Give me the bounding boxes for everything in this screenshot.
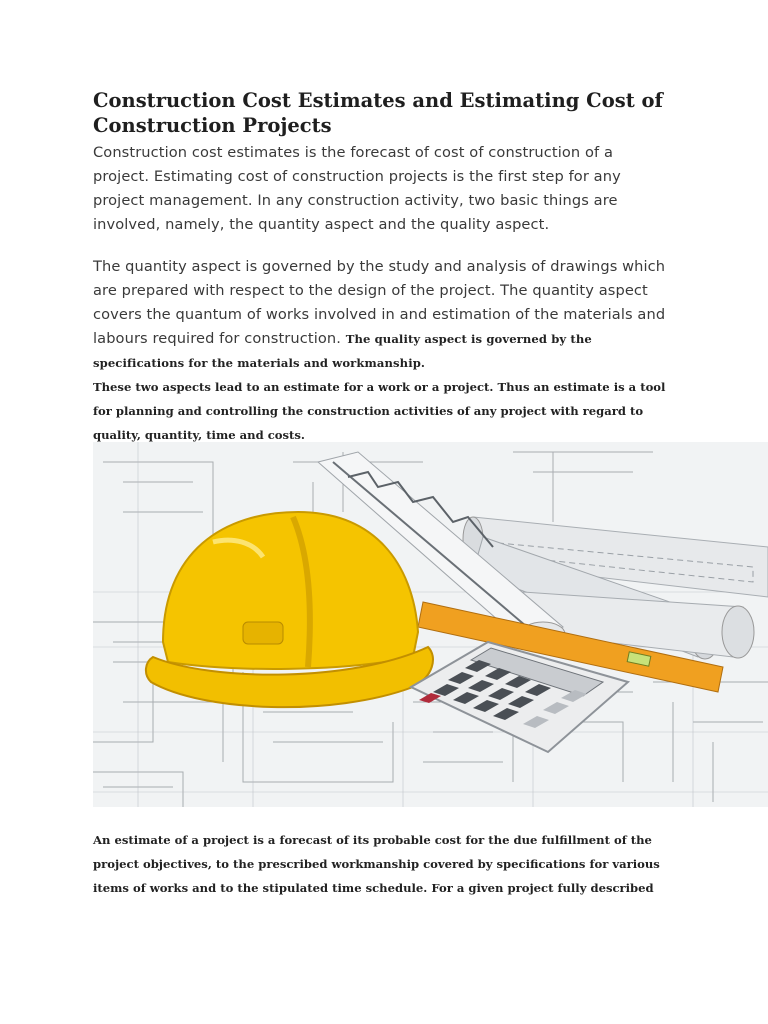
paragraph-forecast: An estimate of a project is a forecast of its probable cost for the due fulfillment of the project objectives, to the prescribed workmanship covered by specifications for various items of works and to the stipulated time schedule. For a given project fully described [93, 833, 660, 895]
paragraph-quantity-text: The quantity aspect is governed by the study and analysis of drawings which are prepared with respect to the design of the project. The quantity aspect covers the quantum of works involved in and estimation of the materials and labours required for construction. [93, 258, 666, 347]
paragraph-intro: Construction cost estimates is the forecast of cost of construction of a project. Estimating cost of construction projects is the first step for any project management. In any construction activity, two basic things are involved, namely, the quantity aspect and the quality aspect. [93, 144, 621, 233]
article [93, 88, 673, 447]
paragraph-quality-text: The quality aspect is governed by the specifications for the materials and workmanship. [93, 332, 592, 370]
paragraph-estimate-tool: These two aspects lead to an estimate for a work or a project. Thus an estimate is a tool for planning and controlling the construction activities of any project with regard to quality, quantity, time and costs. [93, 380, 666, 442]
paragraph-quantity [93, 255, 673, 375]
construction-photo [93, 442, 768, 807]
article-title: Construction Cost Estimates and Estimating Cost of Construction Projects [93, 89, 663, 137]
article-continued [93, 828, 673, 900]
